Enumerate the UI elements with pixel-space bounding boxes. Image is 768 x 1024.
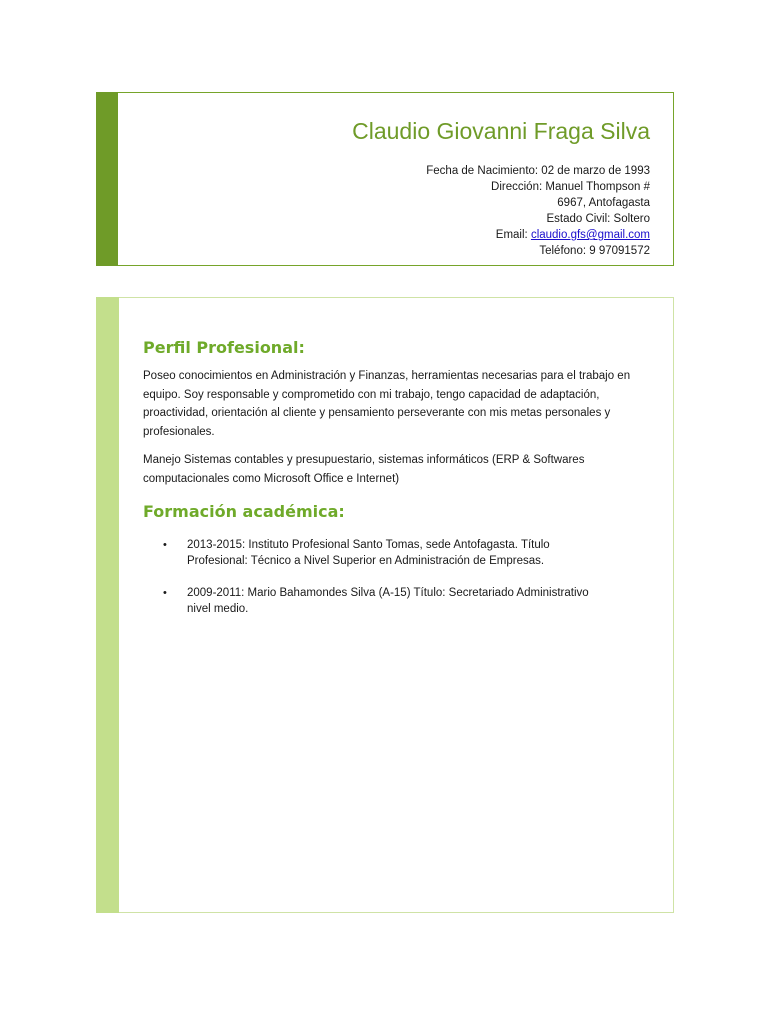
resume-content [143,338,643,617]
main-content-box [96,297,674,913]
bullet-icon: • [163,587,167,599]
birth-date: Fecha de Nacimiento: 02 de marzo de 1993 [426,165,650,177]
education-item-text: 2013-2015: Instituto Profesional Santo Tomas, sede Antofagasta. Título Profesional: Técnico a Nivel Superior en Administración de Empresas. [187,539,550,567]
address-line-1: Dirección: Manuel Thompson # [491,181,650,193]
education-heading: Formación académica: [143,502,345,521]
email-label: Email: [495,229,531,241]
profile-paragraph-1: Poseo conocimientos en Administración y Finanzas, herramientas necesarias para el trabajo en equipo. Soy responsable y comprometido con mi trabajo, tengo capacidad de adaptación, proactividad, orientación al cliente y pensamiento perseverante con mis metas personales y profesionales. [143,370,631,438]
address-line-2: 6967, Antofagasta [557,197,650,209]
civil-status: Estado Civil: Soltero [546,213,650,225]
candidate-name: Claudio Giovanni Fraga Silva [352,118,650,144]
profile-paragraph-2: Manejo Sistemas contables y presupuestario, sistemas informáticos (ERP & Softwares computacionales como Microsoft Office e Internet) [143,454,585,485]
list-item [143,585,607,617]
list-item [143,537,607,569]
contact-info [426,163,650,259]
education-item-text: 2009-2011: Mario Bahamondes Silva (A-15) Título: Secretariado Administrativo nivel medio. [187,587,589,615]
main-accent-bar [96,297,119,913]
education-list [143,537,643,617]
email-line [426,227,650,243]
phone: Teléfono: 9 97091572 [539,245,650,257]
bullet-icon: • [163,539,167,551]
header-box [96,92,674,266]
header-accent-bar [96,92,118,266]
profile-heading: Perfil Profesional: [143,338,305,357]
email-link[interactable]: claudio.gfs@gmail.com [530,229,650,241]
